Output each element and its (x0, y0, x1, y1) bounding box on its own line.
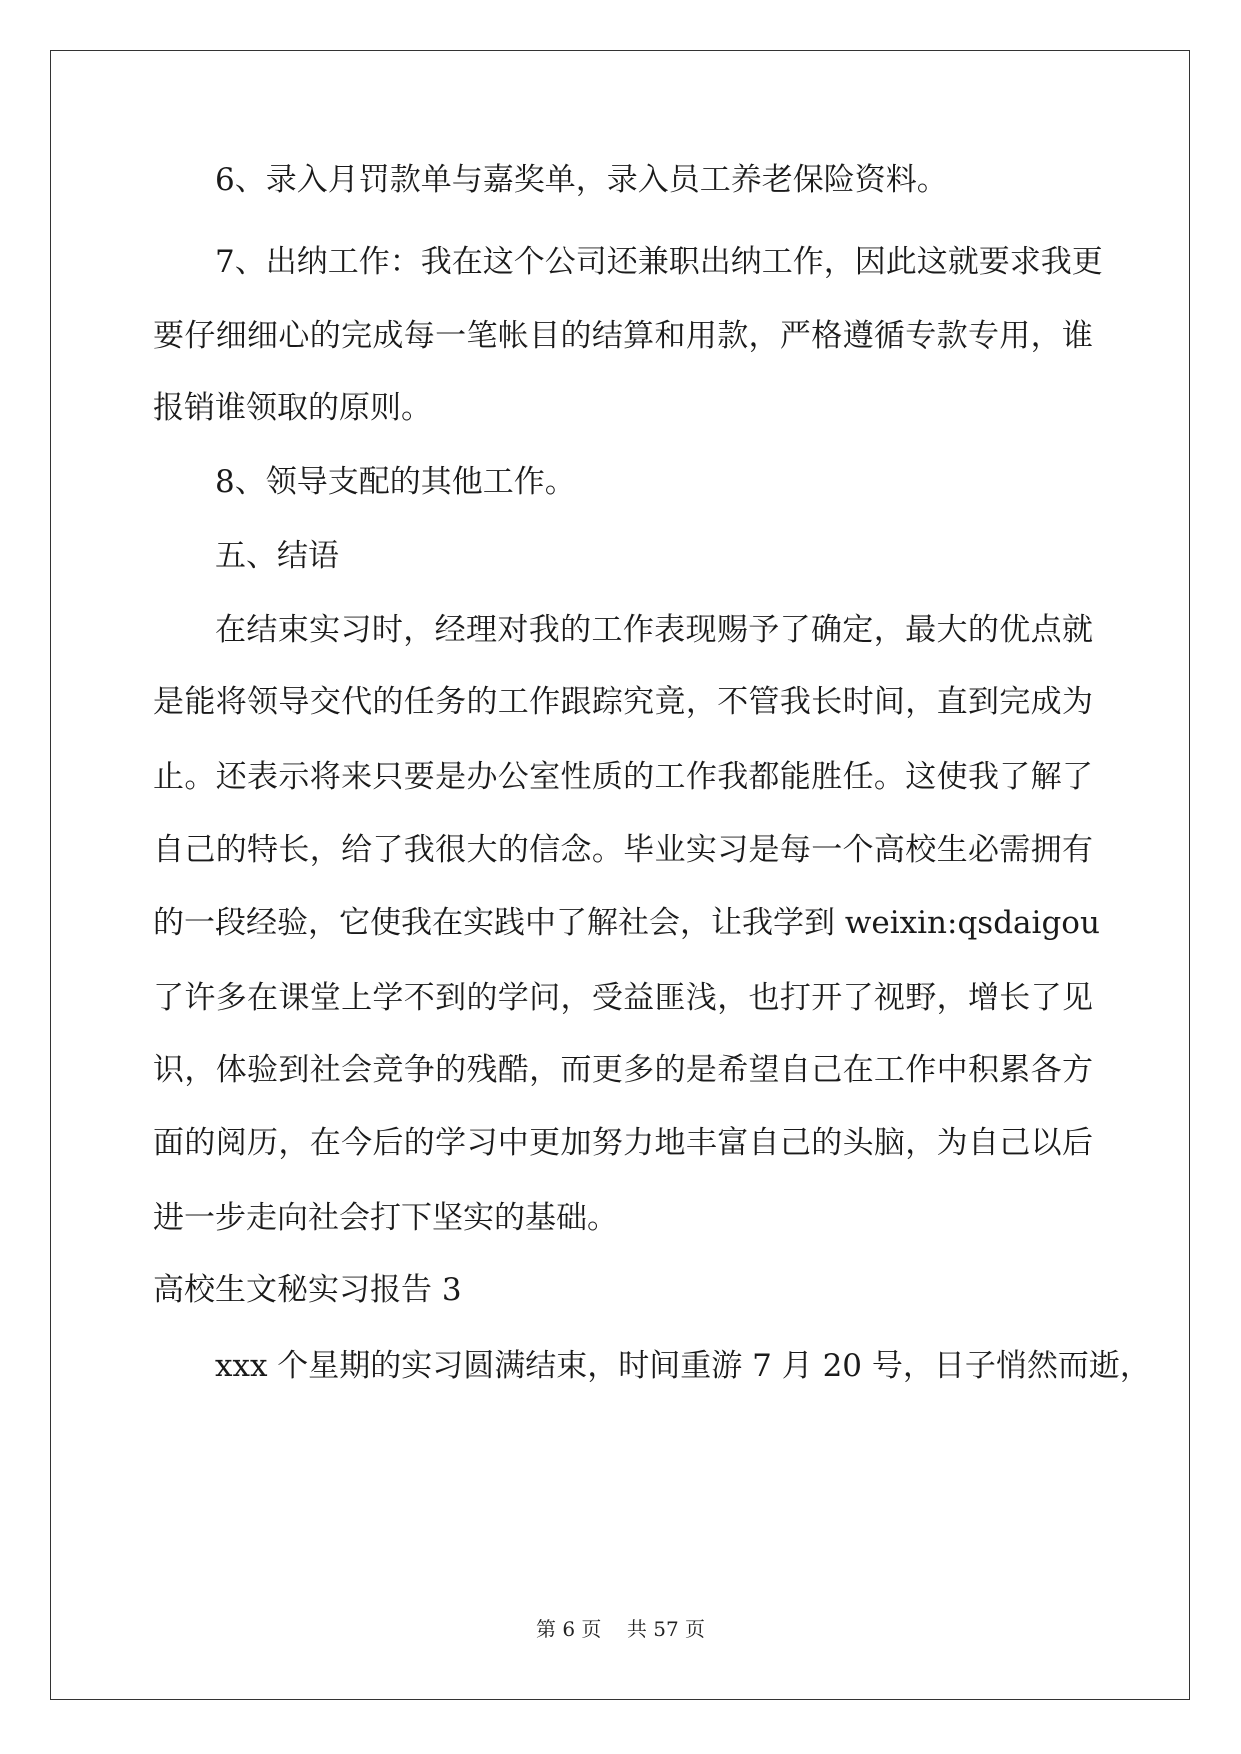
text-line: 6、录入月罚款单与嘉奖单，录入员工养老保险资料。 (215, 162, 948, 198)
page-frame (50, 50, 1190, 1700)
text-line: 了许多在课堂上学不到的学问，受益匪浅，也打开了视野，增长了见 (153, 980, 1093, 1016)
report-title: 高校生文秘实习报告 3 (153, 1272, 462, 1308)
page-number: 第 6 页 (535, 1617, 602, 1641)
text-line: 自己的特长，给了我很大的信念。毕业实习是每一个高校生必需拥有 (153, 832, 1093, 868)
text-line: 止。还表示将来只要是办公室性质的工作我都能胜任。这使我了解了 (153, 759, 1093, 795)
text-line: 在结束实习时，经理对我的工作表现赐予了确定，最大的优点就 (215, 612, 1093, 648)
text-line: 要仔细细心的完成每一笔帐目的结算和用款，严格遵循专款专用，谁 (153, 318, 1093, 354)
text-line: 面的阅历，在今后的学习中更加努力地丰富自己的头脑，为自己以后 (153, 1125, 1093, 1161)
section-heading: 五、结语 (215, 538, 339, 574)
text-line: 7、出纳工作：我在这个公司还兼职出纳工作，因此这就要求我更 (215, 244, 1103, 280)
text-line: 8、领导支配的其他工作。 (215, 464, 576, 500)
text-line: 的一段经验，它使我在实践中了解社会，让我学到 weixin:qsdaigou (153, 905, 1100, 941)
text-line: 进一步走向社会打下坚实的基础。 (153, 1200, 618, 1236)
text-line: 是能将领导交代的任务的工作跟踪究竟，不管我长时间，直到完成为 (153, 684, 1093, 720)
text-line: xxx 个星期的实习圆满结束，时间重游 7 月 20 号，日子悄然而逝， (215, 1348, 1151, 1384)
page-total: 共 57 页 (626, 1617, 706, 1641)
text-line: 报销谁领取的原则。 (153, 390, 432, 426)
page-footer (0, 1613, 1241, 1642)
text-line: 识，体验到社会竞争的残酷，而更多的是希望自己在工作中积累各方 (153, 1052, 1093, 1088)
